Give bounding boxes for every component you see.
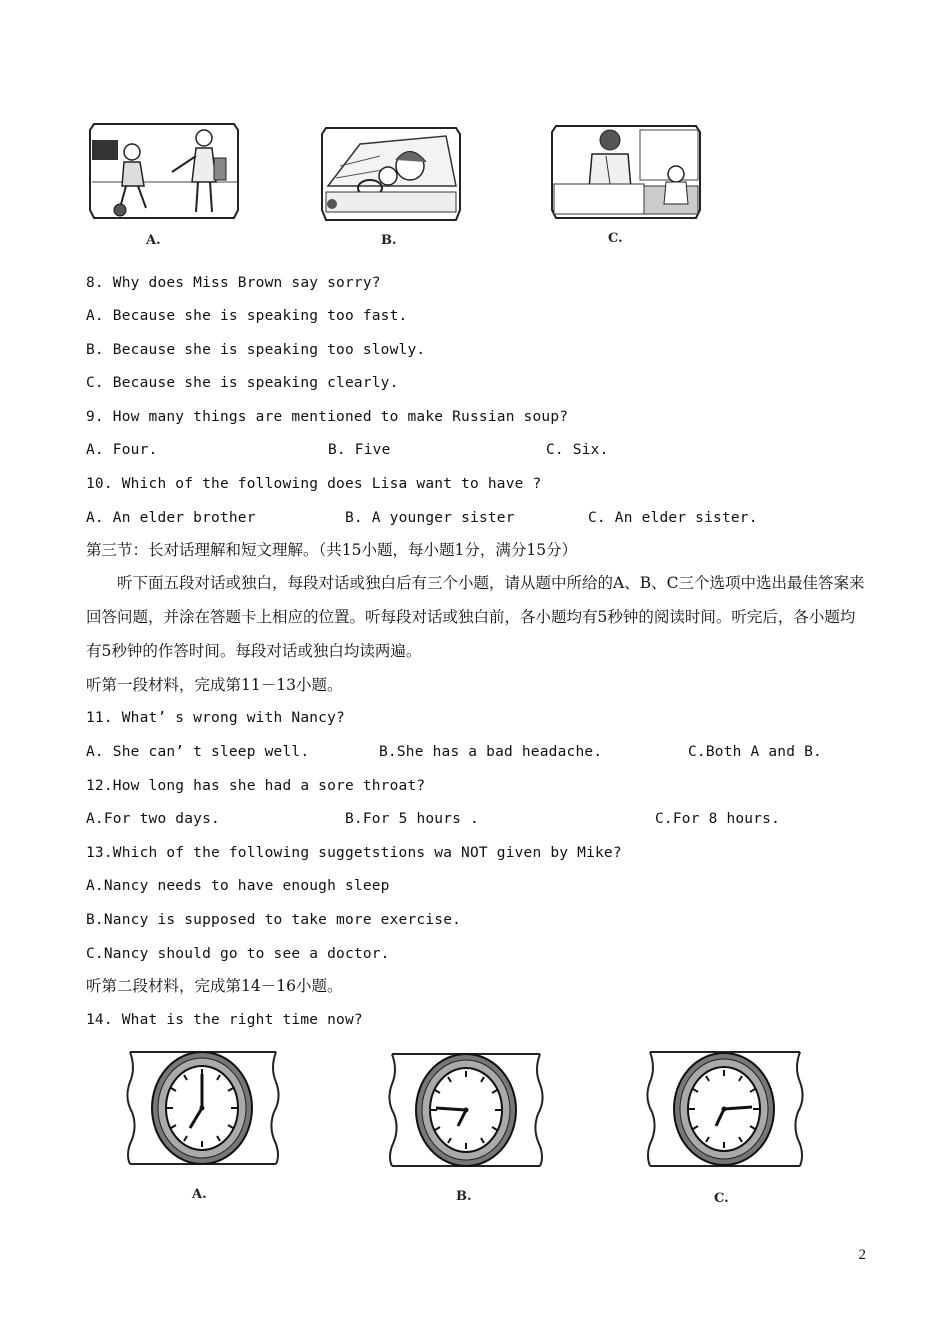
q11-option-b: B.She has a bad headache. — [379, 744, 603, 760]
q10-option-a: A. An elder brother — [86, 510, 256, 526]
q12-option-a: A.For two days. — [86, 811, 220, 827]
q13-option-b: B.Nancy is supposed to take more exercise. — [86, 912, 462, 928]
q8-option-c: C. Because she is speaking clearly. — [86, 375, 399, 391]
q10-option-b: B. A younger sister — [345, 510, 515, 526]
q8-option-a: A. Because she is speaking too fast. — [86, 308, 408, 324]
picture-label-b: B. — [381, 233, 397, 248]
question-9: 9. How many things are mentioned to make Russian soup? — [86, 409, 569, 425]
picture-label-a: A. — [146, 233, 161, 248]
question-11: 11. What’ s wrong with Nancy? — [86, 710, 345, 726]
clock-label-c: C. — [714, 1191, 729, 1206]
q8-option-b: B. Because she is speaking too slowly. — [86, 342, 426, 358]
q12-option-b: B.For 5 hours . — [345, 811, 479, 827]
section-3-heading: 第三节：长对话理解和短文理解。（共15小题，每小题1分，满分15分） — [86, 541, 578, 559]
clock-b-image — [388, 1050, 544, 1174]
page-number: 2 — [858, 1247, 866, 1263]
section-3-instructions: 听下面五段对话或独白，每段对话或独白后有三个小题，请从题中所给的A、B、C三个选项中选出最佳答案来回答问题，并涂在答题卡上相应的位置。听每段对话或独白前，各小题均有5秒钟的阅读时间。听完后，各小题均有5秒钟的作答时间。每段对话或独白均读两遍。 — [86, 574, 865, 660]
question-13: 13.Which of the following suggetstions wa NOT given by Mike? — [86, 845, 622, 861]
clock-label-a: A. — [192, 1187, 207, 1202]
question-12: 12.How long has she had a sore throat? — [86, 778, 426, 794]
picture-label-c: C. — [608, 231, 623, 246]
clock-a-image — [126, 1048, 280, 1172]
picture-c-teacher-student — [550, 124, 702, 220]
q11-option-c: C.Both A and B. — [688, 744, 822, 760]
q13-option-c: C.Nancy should go to see a doctor. — [86, 946, 390, 962]
material-2-heading: 听第二段材料，完成第14－16小题。 — [86, 977, 343, 995]
question-8: 8. Why does Miss Brown say sorry? — [86, 275, 381, 291]
clock-c-image — [646, 1048, 804, 1174]
q11-option-a: A. She can’ t sleep well. — [86, 744, 310, 760]
q9-option-a: A. Four. — [86, 442, 158, 458]
q12-option-c: C.For 8 hours. — [655, 811, 781, 827]
q9-option-c: C. Six. — [546, 442, 609, 458]
clock-label-b: B. — [456, 1189, 472, 1204]
picture-a-boy-football — [88, 122, 240, 220]
question-10: 10. Which of the following does Lisa want to have ? — [86, 476, 542, 492]
q13-option-a: A.Nancy needs to have enough sleep — [86, 878, 390, 894]
q10-option-c: C. An elder sister. — [588, 510, 758, 526]
picture-b-car-driving — [320, 126, 462, 222]
question-14: 14. What is the right time now? — [86, 1012, 363, 1028]
material-1-heading: 听第一段材料，完成第11－13小题。 — [86, 676, 343, 694]
q9-option-b: B. Five — [328, 442, 391, 458]
